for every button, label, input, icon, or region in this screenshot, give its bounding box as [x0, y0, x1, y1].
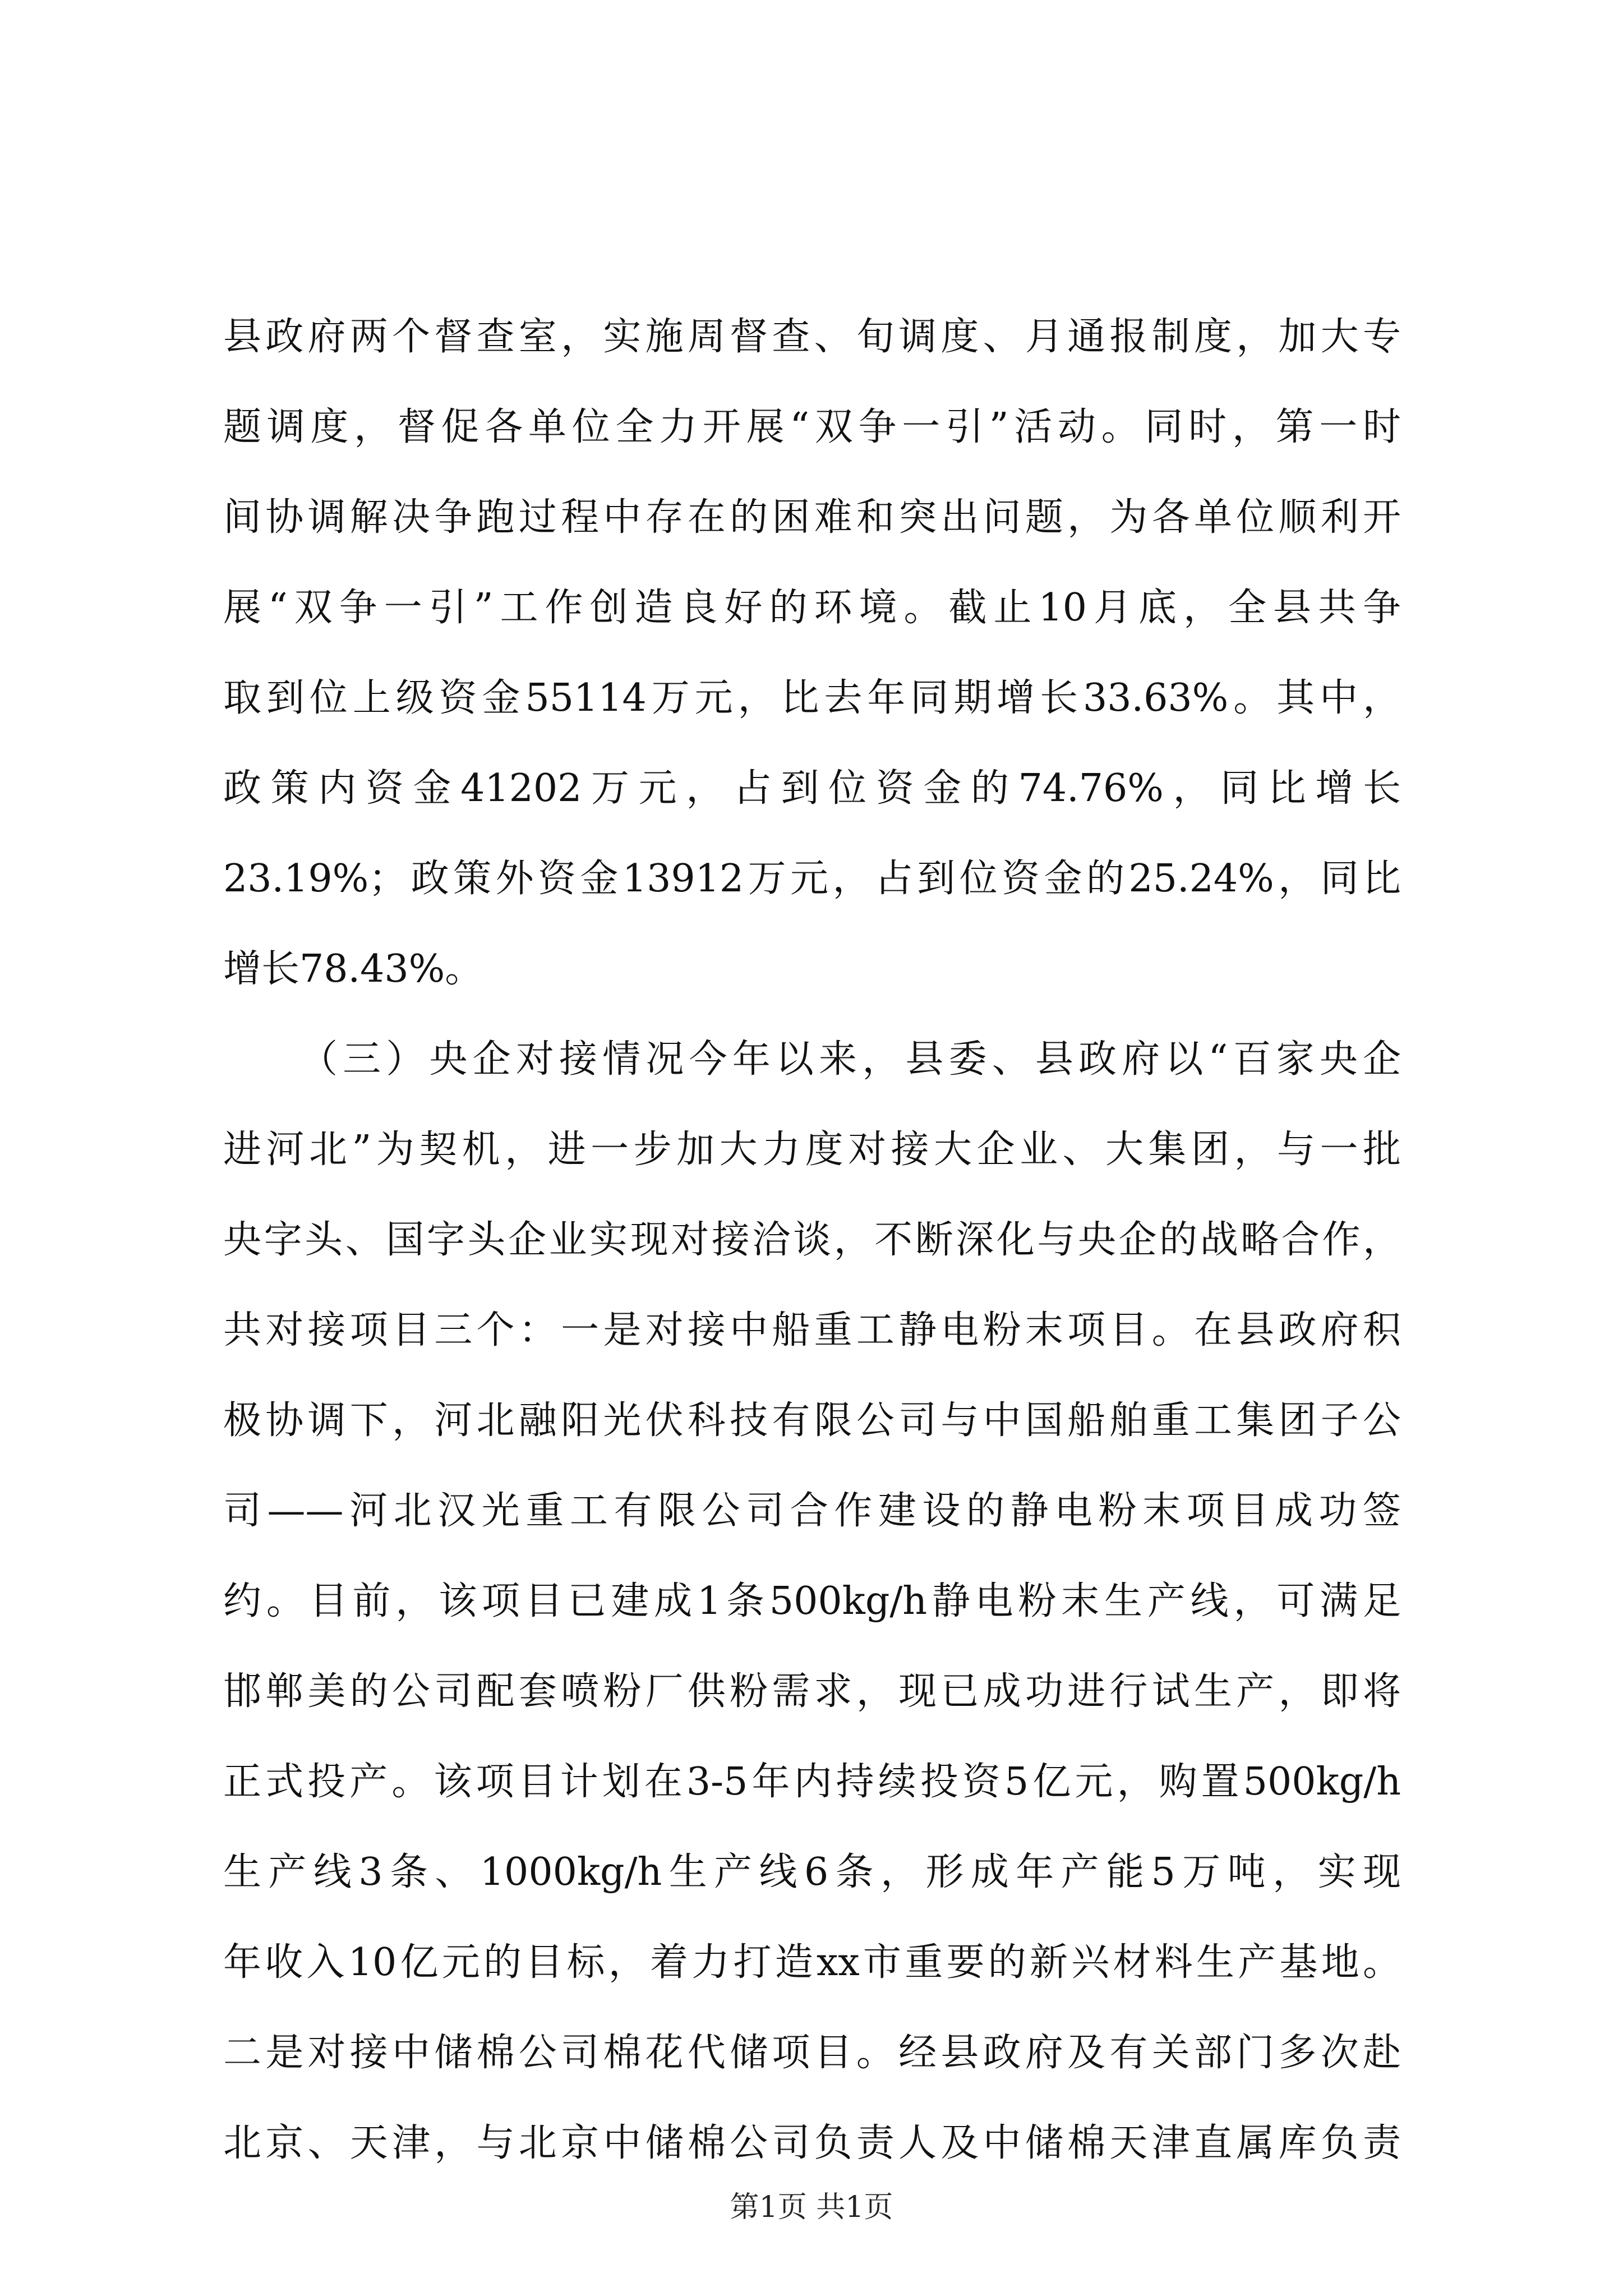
paragraph-2-line-13: 北京、天津，与北京中储棉公司负责人及中储棉天津直属库负责 — [223, 2121, 1401, 2165]
paragraph-2-line-9: 正式投产。该项目计划在3-5年内持续投资5亿元，购置500kg/h — [223, 1760, 1401, 1804]
paragraph-2-line-6: 司——河北汉光重工有限公司合作建设的静电粉末项目成功签 — [223, 1489, 1401, 1533]
paragraph-2-line-8: 邯郸美的公司配套喷粉厂供粉需求，现已成功进行试生产，即将 — [223, 1669, 1401, 1714]
paragraph-1-line-7: 23.19%；政策外资金13912万元，占到位资金的25.24%，同比 — [223, 857, 1401, 901]
paragraph-1-line-3: 间协调解决争跑过程中存在的困难和突出问题，为各单位顺利开 — [223, 495, 1401, 540]
paragraph-2-line-10: 生产线3条、1000kg/h生产线6条，形成年产能5万吨，实现 — [223, 1850, 1401, 1894]
paragraph-2-line-3: 央字头、国字头企业实现对接洽谈，不断深化与央企的战略合作， — [223, 1218, 1401, 1262]
paragraph-1-line-5: 取到位上级资金55114万元，比去年同期增长33.63%。其中， — [223, 676, 1401, 720]
paragraph-1-line-1: 县政府两个督查室，实施周督查、旬调度、月通报制度，加大专 — [223, 315, 1401, 359]
paragraph-1-line-6: 政策内资金41202万元，占到位资金的74.76%，同比增长 — [223, 766, 1401, 811]
document-body — [223, 292, 1401, 2188]
paragraph-1-line-8: 增长78.43%。 — [223, 947, 483, 991]
page-footer — [0, 2191, 1623, 2224]
paragraph-1-line-4: 展“双争一引”工作创造良好的环境。截止10月底，全县共争 — [223, 586, 1401, 630]
paragraph-2-line-1: （三）央企对接情况今年以来，县委、县政府以“百家央企 — [299, 1037, 1401, 1082]
paragraph-2-line-11: 年收入10亿元的目标，着力打造xx市重要的新兴材料生产基地。 — [223, 1940, 1401, 1985]
paragraph-1-line-2: 题调度，督促各单位全力开展“双争一引”活动。同时，第一时 — [223, 405, 1401, 449]
paragraph-2-line-7: 约。目前，该项目已建成1条500kg/h静电粉末生产线，可满足 — [223, 1579, 1401, 1623]
paragraph-2-line-12: 二是对接中储棉公司棉花代储项目。经县政府及有关部门多次赴 — [223, 2031, 1401, 2075]
paragraph-2-line-5: 极协调下，河北融阳光伏科技有限公司与中国船舶重工集团子公 — [223, 1398, 1401, 1443]
paragraph-2-line-2: 进河北”为契机，进一步加大力度对接大企业、大集团，与一批 — [223, 1128, 1401, 1172]
page-number-label: 第1页 共1页 — [730, 2191, 893, 2224]
paragraph-2-line-4: 共对接项目三个：一是对接中船重工静电粉末项目。在县政府积 — [223, 1308, 1401, 1352]
